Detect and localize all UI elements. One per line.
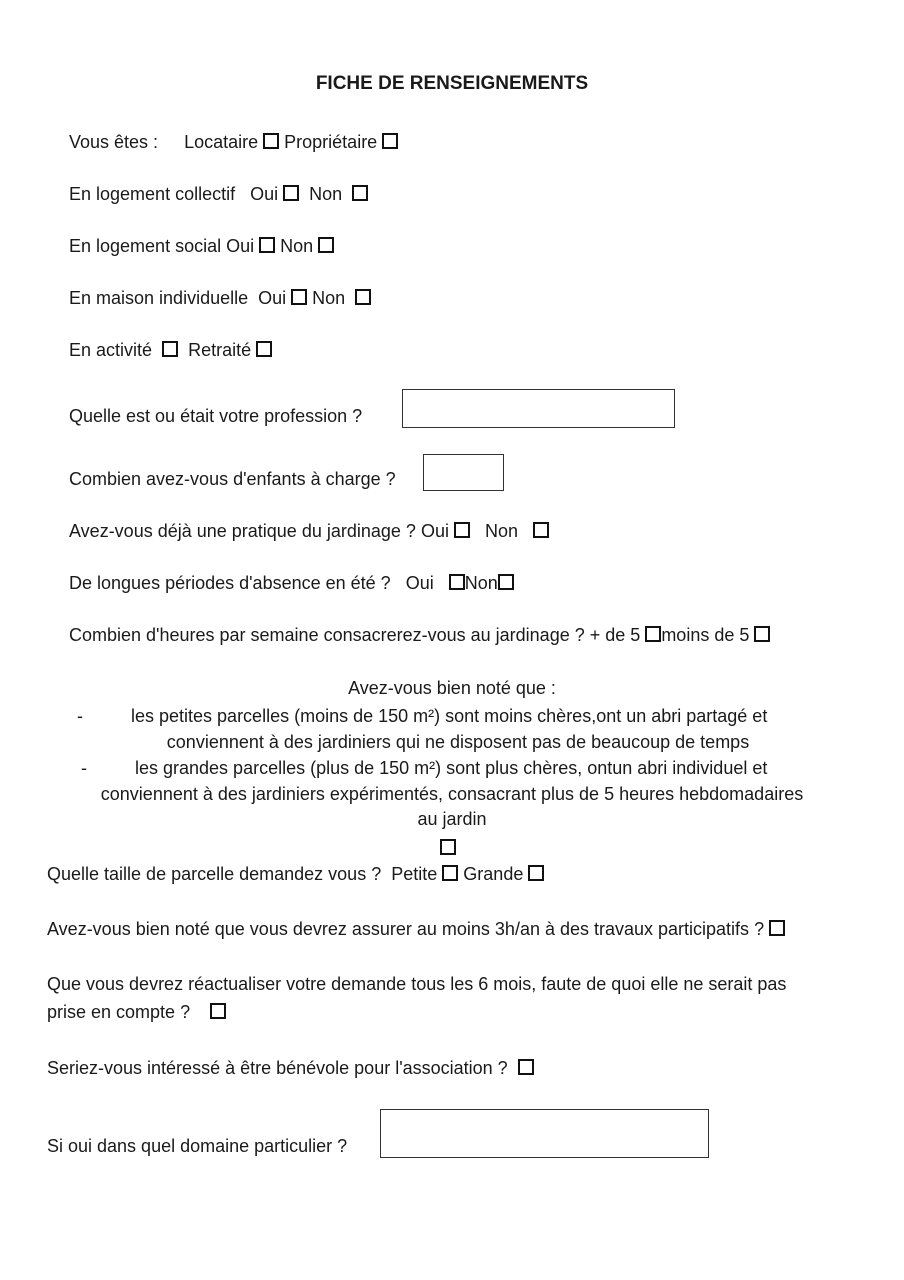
q-travaux-label: Avez-vous bien noté que vous devrez assurer au moins 3h/an à des travaux participatifs ? xyxy=(47,919,765,939)
checkbox-pratique-oui[interactable] xyxy=(454,522,470,538)
option-label-grande: Grande xyxy=(463,864,524,884)
note-item2-line1: les grandes parcelles (plus de 150 m²) sont plus chères, ontun abri individuel et xyxy=(135,758,768,778)
option-label-retraite: Retraité xyxy=(188,340,252,360)
checkbox-absence-oui[interactable] xyxy=(449,574,465,590)
option-label-oui: Oui xyxy=(420,521,449,541)
option-label-non: Non xyxy=(484,521,519,541)
option-label-activite: En activité xyxy=(69,340,153,360)
option-label-moins5: moins de 5 xyxy=(661,625,750,645)
q-reactualiser-line2-row xyxy=(47,1001,226,1023)
enfants-input[interactable] xyxy=(423,454,504,491)
q-maison-row xyxy=(69,287,371,309)
checkbox-retraite[interactable] xyxy=(256,341,272,357)
page-title: FICHE DE RENSEIGNEMENTS xyxy=(315,73,589,94)
option-label-oui: Oui xyxy=(250,184,279,204)
checkbox-social-non[interactable] xyxy=(318,237,334,253)
profession-input[interactable] xyxy=(402,389,675,428)
note-item1-line1: les petites parcelles (moins de 150 m²) sont moins chères,ont un abri partagé et xyxy=(131,706,768,726)
q-travaux-row xyxy=(47,918,785,940)
checkbox-proprietaire[interactable] xyxy=(382,133,398,149)
q-benevole-label: Seriez-vous intéressé à être bénévole pour l'association ? xyxy=(47,1058,508,1078)
note-item2-line3: au jardin xyxy=(417,809,487,829)
checkbox-petite[interactable] xyxy=(442,865,458,881)
checkbox-pratique-non[interactable] xyxy=(533,522,549,538)
domaine-input[interactable] xyxy=(380,1109,709,1158)
q-social-row xyxy=(69,235,334,257)
option-label-non: Non xyxy=(464,573,498,593)
q-status-row xyxy=(69,131,398,153)
checkbox-locataire[interactable] xyxy=(263,133,279,149)
checkbox-social-oui[interactable] xyxy=(259,237,275,253)
checkbox-reactualiser[interactable] xyxy=(210,1003,226,1019)
note-dash-1: - xyxy=(77,706,83,726)
option-label-locataire: Locataire xyxy=(184,132,259,152)
q-absence-label: De longues périodes d'absence en été ? xyxy=(69,573,391,593)
option-label-oui: Oui xyxy=(405,573,434,593)
checkbox-moins5[interactable] xyxy=(754,626,770,642)
note-dash-2: - xyxy=(81,758,87,778)
checkbox-collectif-non[interactable] xyxy=(352,185,368,201)
q-social-label: En logement social xyxy=(69,236,222,256)
checkbox-travaux[interactable] xyxy=(769,920,785,936)
q-pratique-label: Avez-vous déjà une pratique du jardinage ? xyxy=(69,521,416,541)
note-item1-line2: conviennent à des jardiniers qui ne disposent pas de beaucoup de temps xyxy=(166,732,750,752)
option-label-oui: Oui xyxy=(258,288,287,308)
q-pratique-row xyxy=(69,520,549,542)
checkbox-collectif-oui[interactable] xyxy=(283,185,299,201)
option-label-non: Non xyxy=(280,236,314,256)
q-taille-row xyxy=(47,863,544,885)
q-collectif-row xyxy=(69,183,368,205)
checkbox-plus5[interactable] xyxy=(645,626,661,642)
q-activite-row xyxy=(69,339,272,361)
q-profession-label: Quelle est ou était votre profession ? xyxy=(69,406,363,426)
option-label-proprietaire: Propriétaire xyxy=(284,132,378,152)
option-label-oui: Oui xyxy=(226,236,255,256)
q-heures-label: Combien d'heures par semaine consacrerez-vous au jardinage ? xyxy=(69,625,585,645)
checkbox-maison-oui[interactable] xyxy=(291,289,307,305)
checkbox-absence-non[interactable] xyxy=(498,574,514,590)
checkbox-activite[interactable] xyxy=(162,341,178,357)
checkbox-benevole[interactable] xyxy=(518,1059,534,1075)
note-item2-line2: conviennent à des jardiniers expérimentés, consacrant plus de 5 heures hebdomadaires xyxy=(100,784,804,804)
q-absence-row xyxy=(69,572,514,594)
q-enfants-label: Combien avez-vous d'enfants à charge ? xyxy=(69,469,396,489)
option-label-non: Non xyxy=(309,184,343,204)
q-collectif-label: En logement collectif xyxy=(69,184,236,204)
note-checkbox-wrap xyxy=(440,838,456,859)
q-reactualiser-line1: Que vous devrez réactualiser votre demande tous les 6 mois, faute de quoi elle ne serait pas xyxy=(47,974,787,994)
q-benevole-row xyxy=(47,1057,534,1079)
q-domaine-label: Si oui dans quel domaine particulier ? xyxy=(47,1136,348,1156)
q-status-label: Vous êtes : xyxy=(69,132,159,152)
option-label-petite: Petite xyxy=(391,864,438,884)
q-reactualiser-line2: prise en compte ? xyxy=(47,1002,191,1022)
q-maison-label: En maison individuelle xyxy=(69,288,249,308)
option-label-plus5: + de 5 xyxy=(589,625,641,645)
note-heading: Avez-vous bien noté que : xyxy=(348,678,556,698)
q-taille-label: Quelle taille de parcelle demandez vous ? xyxy=(47,864,382,884)
option-label-non: Non xyxy=(312,288,346,308)
checkbox-maison-non[interactable] xyxy=(355,289,371,305)
q-heures-row xyxy=(69,624,770,646)
checkbox-grande[interactable] xyxy=(528,865,544,881)
checkbox-note-acknowledged[interactable] xyxy=(440,839,456,855)
